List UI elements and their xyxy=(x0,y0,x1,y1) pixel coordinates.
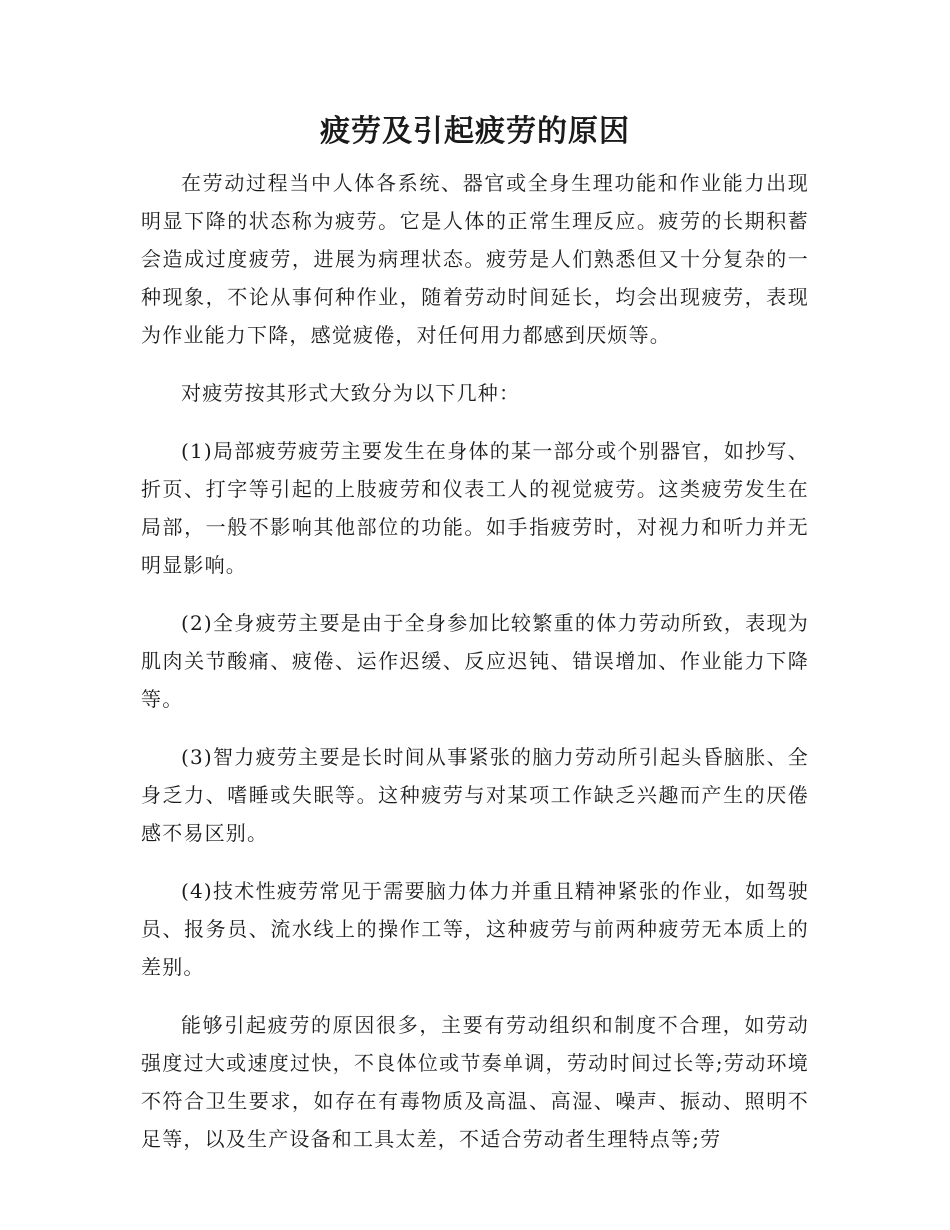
paragraph-fatigue-definition: 在劳动过程当中人体各系统、器官或全身生理功能和作业能力出现明显下降的状态称为疲劳。它是人体的正常生理反应。疲劳的长期积蓄会造成过度疲劳，进展为病理状态。疲劳是人们熟悉但又十分复杂的一种现象，不论从事何种作业，随着劳动时间延长，均会出现疲劳，表现为作业能力下降，感觉疲倦，对任何用力都感到厌烦等。 xyxy=(141,171,809,347)
paragraph-fatigue-causes: 能够引起疲劳的原因很多，主要有劳动组织和制度不合理，如劳动强度过大或速度过快，不良体位或节奏单调，劳动时间过长等;劳动环境不符合卫生要求，如存在有毒物质及高温、高湿、噪声、振动、照明不足等，以及生产设备和工具太差，不适合劳动者生理特点等;劳 xyxy=(141,1013,809,1151)
paragraph-whole-body-fatigue: (2)全身疲劳主要是由于全身参加比较繁重的体力劳动所致，表现为肌肉关节酸痛、疲倦、运作迟缓、反应迟钝、错误增加、作业能力下降等。 xyxy=(141,611,809,711)
paragraph-local-fatigue: (1)局部疲劳疲劳主要发生在身体的某一部分或个别器官，如抄写、折页、打字等引起的上肢疲劳和仪表工人的视觉疲劳。这类疲劳发生在局部，一般不影响其他部位的功能。如手指疲劳时，对视力和听力并无明显影响。 xyxy=(141,439,809,577)
document-body xyxy=(141,164,809,1178)
page-title: 疲劳及引起疲劳的原因 xyxy=(320,114,630,149)
paragraph-mental-fatigue: (3)智力疲劳主要是长时间从事紧张的脑力劳动所引起头昏脑胀、全身乏力、嗜睡或失眠等。这种疲劳与对某项工作缺乏兴趣而产生的厌倦感不易区别。 xyxy=(141,745,809,845)
paragraph-fatigue-types-intro: 对疲劳按其形式大致分为以下几种： xyxy=(181,381,521,405)
paragraph-technical-fatigue: (4)技术性疲劳常见于需要脑力体力并重且精神紧张的作业，如驾驶员、报务员、流水线上的操作工等，这种疲劳与前两种疲劳无本质上的差别。 xyxy=(141,879,809,979)
